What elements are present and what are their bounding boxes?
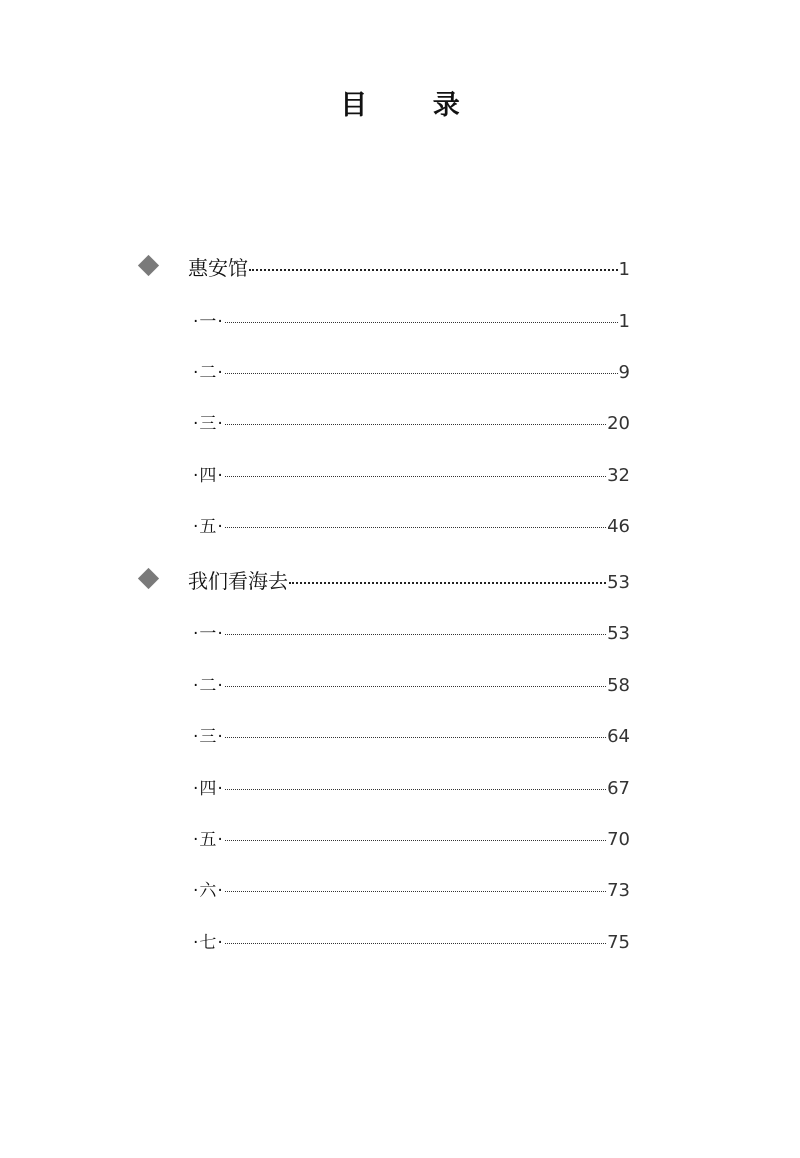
leader-dots: [225, 322, 618, 323]
toc-section[interactable]: [193, 774, 630, 799]
page-number: 53: [607, 572, 630, 593]
page-number: 70: [607, 829, 630, 850]
leader-dots: [289, 582, 606, 584]
leader-dots: [225, 943, 606, 944]
leader-dots: [225, 634, 606, 635]
leader-dots: [225, 424, 606, 425]
diamond-icon: [138, 255, 159, 276]
page-number: 32: [607, 465, 630, 486]
section-label: ·五·: [193, 517, 224, 537]
section-label: ·三·: [193, 727, 224, 747]
leader-dots: [225, 840, 606, 841]
section-label: ·五·: [193, 830, 224, 850]
page-number: 1: [618, 311, 630, 332]
toc-chapter-2[interactable]: [188, 565, 630, 594]
toc-section[interactable]: [193, 307, 630, 332]
section-label: ·七·: [193, 933, 224, 953]
leader-dots: [225, 373, 618, 374]
toc-section[interactable]: [193, 512, 630, 537]
page-number: 1: [618, 259, 630, 280]
leader-dots: [225, 476, 606, 477]
section-label: ·一·: [193, 312, 224, 332]
toc-chapter-1[interactable]: [188, 252, 630, 281]
page-number: 46: [607, 516, 630, 537]
leader-dots: [225, 527, 606, 528]
section-label: ·一·: [193, 624, 224, 644]
toc-section[interactable]: [193, 619, 630, 644]
section-label: ·四·: [193, 779, 224, 799]
diamond-icon: [138, 568, 159, 589]
section-label: ·六·: [193, 881, 224, 901]
toc-section[interactable]: [193, 928, 630, 953]
page-number: 58: [607, 675, 630, 696]
page-number: 53: [607, 623, 630, 644]
leader-dots: [225, 737, 606, 738]
page-number: 64: [607, 726, 630, 747]
section-label: ·四·: [193, 466, 224, 486]
toc-section[interactable]: [193, 461, 630, 486]
section-label: ·三·: [193, 414, 224, 434]
chapter-title: 惠安馆: [188, 256, 248, 280]
page-number: 20: [607, 413, 630, 434]
page-number: 9: [618, 362, 630, 383]
toc-section[interactable]: [193, 876, 630, 901]
toc-section[interactable]: [193, 722, 630, 747]
section-label: ·二·: [193, 363, 224, 383]
leader-dots: [225, 789, 606, 790]
toc-section[interactable]: [193, 825, 630, 850]
page-number: 67: [607, 778, 630, 799]
leader-dots: [225, 891, 606, 892]
leader-dots: [225, 686, 606, 687]
page-title: 目 录: [340, 90, 488, 121]
toc-section[interactable]: [193, 358, 630, 383]
page-number: 73: [607, 880, 630, 901]
section-label: ·二·: [193, 676, 224, 696]
toc-section[interactable]: [193, 671, 630, 696]
toc-section[interactable]: [193, 409, 630, 434]
chapter-title: 我们看海去: [188, 569, 288, 593]
leader-dots: [249, 269, 618, 271]
page-number: 75: [607, 932, 630, 953]
